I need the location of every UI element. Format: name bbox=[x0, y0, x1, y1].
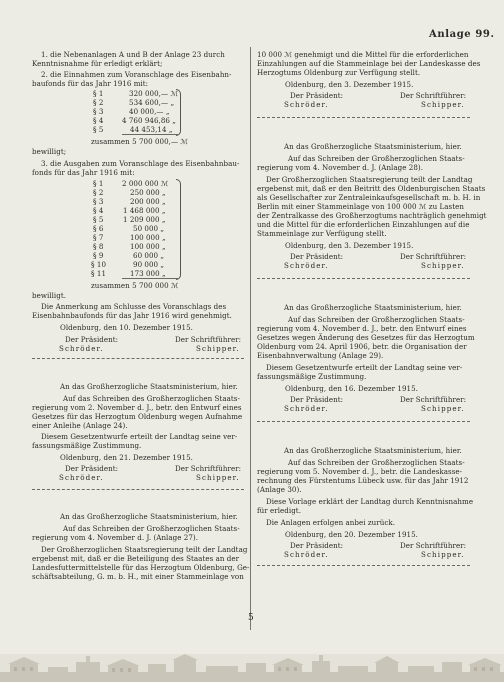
text-line: Schröder. bbox=[284, 404, 329, 413]
text-line: § 1 bbox=[93, 179, 104, 188]
text-line: Oldenburg, den 20. Dezember 1915. bbox=[285, 530, 418, 539]
text-line: § 7 bbox=[93, 233, 104, 242]
text-line: Auf das Schreiben des Großherzoglichen Staats- bbox=[63, 394, 240, 403]
text-line: regierung vom 2. November d. J., betr. den Entwurf eines bbox=[32, 403, 242, 412]
text-line: Oldenburg, den 16. Dezember 1915. bbox=[285, 384, 418, 393]
text-line: 1 468 000 „ bbox=[123, 206, 166, 215]
text-line: § 8 bbox=[93, 242, 104, 251]
text-line: Der Präsident: bbox=[65, 464, 119, 473]
text-line: An das Großherzogliche Staatsministerium, hier. bbox=[284, 142, 462, 151]
text-line: Auf das Schreiben der Großherzoglichen Staats- bbox=[63, 524, 240, 533]
text-line: Diesem Gesetzentwurfe erteilt der Landtag seine ver- bbox=[266, 363, 463, 372]
text-line: 173 000 „ bbox=[130, 269, 166, 278]
text-line: 2. die Einnahmen zum Voranschlage des Eisenbahn- bbox=[41, 70, 232, 79]
text-line: 200 000 „ bbox=[130, 197, 166, 206]
text-line: Oldenburg, den 21. Dezember 1915. bbox=[60, 453, 193, 462]
text-line: Schröder. bbox=[284, 261, 329, 270]
text-line: bewilligt. bbox=[32, 291, 67, 300]
text-line: Der Schriftführer: bbox=[175, 335, 242, 344]
text-line: regierung vom 4. November d. J. (Anlage 27). bbox=[32, 533, 199, 542]
text-line: § 2 bbox=[93, 98, 104, 107]
section-separator bbox=[257, 278, 470, 279]
text-line: Eisenbahnverwaltung (Anlage 29). bbox=[257, 351, 384, 360]
text-line: An das Großherzogliche Staatsministerium, hier. bbox=[284, 446, 462, 455]
text-line: und die Mittel für die erforderlichen Einzahlungen auf die bbox=[257, 220, 470, 229]
text-line: Die Anmerkung am Schlusse des Voranschlags des bbox=[41, 302, 227, 311]
text-line: einer Anleihe (Anlage 24). bbox=[32, 421, 128, 430]
text-line: Auf das Schreiben der Großherzoglichen Staats- bbox=[288, 458, 465, 467]
text-line: Diesem Gesetzentwurfe erteilt der Landtag seine ver- bbox=[41, 432, 238, 441]
text-line: 40 000,— „ bbox=[129, 107, 170, 116]
text-line: Stammeinlage zur Verfügung stellt. bbox=[257, 229, 387, 238]
page-header-title: Anlage 99. bbox=[429, 29, 495, 40]
text-line: Oldenburg, den 10. Dezember 1915. bbox=[60, 323, 193, 332]
text-line: Schröder. bbox=[284, 550, 329, 559]
text-line: als Gesellschafter zur Zentraleinkaufsgesellschaft m. b. H. in bbox=[257, 193, 481, 202]
text-line: Der Schriftführer: bbox=[400, 541, 467, 550]
text-line: Der Präsident: bbox=[290, 541, 344, 550]
text-line: Schipper. bbox=[421, 550, 465, 559]
text-line: baufonds für das Jahr 1916 mit: bbox=[32, 79, 149, 88]
text-line: bewilligt; bbox=[32, 147, 67, 156]
text-line: Der Schriftführer: bbox=[400, 395, 467, 404]
text-line: 44 453,14 „ bbox=[130, 125, 173, 134]
text-line: Gesetzes für das Herzogtum Oldenburg wegen Aufnahme bbox=[32, 412, 243, 421]
text-line: 100 000 „ bbox=[130, 242, 166, 251]
section-separator bbox=[32, 489, 244, 490]
text-line: An das Großherzogliche Staatsministerium, hier. bbox=[60, 512, 238, 521]
text-line: Kenntnisnahme für erledigt erklärt; bbox=[32, 59, 163, 68]
text-line: 320 000,— ℳ bbox=[129, 89, 179, 98]
text-line: Der Schriftführer: bbox=[400, 252, 467, 261]
text-line: Der Schriftführer: bbox=[400, 91, 467, 100]
text-line: 60 000 „ bbox=[133, 251, 165, 260]
text-line: § 3 bbox=[93, 197, 104, 206]
text-line: § 4 bbox=[93, 206, 104, 215]
page-number: 5 bbox=[248, 613, 254, 623]
text-line: fassungsmäßige Zustimmung. bbox=[257, 372, 367, 381]
text-line: Diese Vorlage erklärt der Landtag durch Kenntnisnahme bbox=[266, 497, 474, 506]
section-separator bbox=[32, 358, 244, 359]
text-line: Schipper. bbox=[421, 261, 465, 270]
text-line: § 2 bbox=[93, 188, 104, 197]
text-line: Oldenburg vom 24. April 1906, betr. die Organisation der bbox=[257, 342, 467, 351]
section-separator bbox=[257, 421, 470, 422]
text-line: § 5 bbox=[93, 215, 104, 224]
text-line: Oldenburg, den 3. Dezember 1915. bbox=[285, 80, 414, 89]
text-line: § 6 bbox=[93, 224, 104, 233]
text-line: § 11 bbox=[91, 269, 107, 278]
text-line: Schipper. bbox=[421, 404, 465, 413]
text-line: Der Präsident: bbox=[290, 91, 344, 100]
text-line: Der Präsident: bbox=[290, 252, 344, 261]
sum-brace bbox=[176, 179, 181, 280]
text-line: für erledigt. bbox=[257, 506, 302, 515]
column-divider bbox=[250, 47, 251, 630]
text-line: Einzahlungen auf die Stammeinlage bei der Landeskasse des bbox=[257, 59, 481, 68]
text-line: Auf das Schreiben der Großherzoglichen Staats- bbox=[288, 154, 465, 163]
text-line: regierung vom 4. November d. J. (Anlage 28). bbox=[257, 163, 424, 172]
text-line: Der Präsident: bbox=[65, 335, 119, 344]
text-line: 3. die Ausgaben zum Voranschlage des Eisenbahnbau- bbox=[41, 159, 240, 168]
text-line: schäftsabteilung, G. m. b. H., mit einer Stammeinlage von bbox=[32, 572, 244, 581]
text-line: Schröder. bbox=[284, 100, 329, 109]
sum-brace bbox=[176, 89, 181, 136]
text-line: An das Großherzogliche Staatsministerium, hier. bbox=[60, 382, 238, 391]
section-separator bbox=[257, 565, 470, 566]
text-line: 534 600,— „ bbox=[129, 98, 175, 107]
text-line: Der Präsident: bbox=[290, 395, 344, 404]
text-line: Schipper. bbox=[196, 344, 240, 353]
text-line: Eisenbahnbaufonds für das Jahr 1916 wird genehmigt. bbox=[32, 311, 232, 320]
text-line: Berlin mit einer Stammeinlage von 100 000 ℳ zu Lasten bbox=[257, 202, 465, 211]
text-line: § 4 bbox=[93, 116, 104, 125]
text-line: 2 000 000 ℳ bbox=[122, 179, 169, 188]
text-line: 4 760 946,86 „ bbox=[122, 116, 177, 125]
text-line: regierung vom 5. November d. J., betr. die Landeskasse- bbox=[257, 467, 463, 476]
text-line: Der Großherzoglichen Staatsregierung teilt der Landtag bbox=[266, 175, 473, 184]
text-line: zusammen 5 700 000,— ℳ bbox=[91, 137, 189, 146]
text-line: der Zentralkasse des Großherzogtums nachträglich genehmigt bbox=[257, 211, 487, 220]
text-line: 100 000 „ bbox=[130, 233, 166, 242]
text-line: ergebenst mit, daß er die Beteiligung des Staates an der bbox=[32, 554, 240, 563]
text-line: Der Schriftführer: bbox=[175, 464, 242, 473]
text-line: Herzogtums Oldenburg zur Verfügung stellt. bbox=[257, 68, 421, 77]
text-line: 250 000 „ bbox=[130, 188, 166, 197]
text-line: Schröder. bbox=[59, 344, 104, 353]
text-line: 1. die Nebenanlagen A und B der Anlage 23 durch bbox=[41, 50, 225, 59]
text-line: 10 000 ℳ genehmigt und die Mittel für die erforderlichen bbox=[257, 50, 469, 59]
library-skyline-watermark bbox=[0, 654, 504, 682]
text-line: (Anlage 30). bbox=[257, 485, 302, 494]
text-line: fonds für das Jahr 1916 mit: bbox=[32, 168, 135, 177]
text-line: Schipper. bbox=[196, 473, 240, 482]
section-separator bbox=[257, 117, 470, 118]
text-line: regierung vom 4. November d. J., betr. den Entwurf eines bbox=[257, 324, 467, 333]
sum-rule bbox=[122, 134, 178, 135]
text-line: 1 209 000 „ bbox=[123, 215, 166, 224]
text-line: An das Großherzogliche Staatsministerium, hier. bbox=[284, 303, 462, 312]
text-line: Gesetzes wegen Änderung des Gesetzes für das Herzogtum bbox=[257, 333, 475, 342]
text-line: fassungsmäßige Zustimmung. bbox=[32, 441, 142, 450]
text-line: 50 000 „ bbox=[133, 224, 165, 233]
text-line: Die Anlagen erfolgen anbei zurück. bbox=[266, 518, 396, 527]
text-line: § 3 bbox=[93, 107, 104, 116]
text-line: Landesfuttermittelstelle für das Herzogtum Oldenburg, Ge- bbox=[32, 563, 250, 572]
text-line: rechnung des Fürstentums Lübeck usw. für das Jahr 1912 bbox=[257, 476, 469, 485]
text-line: Auf das Schreiben der Großherzoglichen Staats- bbox=[288, 315, 465, 324]
text-line: ergebenst mit, daß er den Beitritt des Oldenburgischen Staats bbox=[257, 184, 486, 193]
text-line: § 1 bbox=[93, 89, 104, 98]
text-line: Schröder. bbox=[59, 473, 104, 482]
text-line: § 5 bbox=[93, 125, 104, 134]
sum-rule bbox=[122, 278, 178, 279]
text-line: Oldenburg, den 3. Dezember 1915. bbox=[285, 241, 414, 250]
text-line: Der Großherzoglichen Staatsregierung teilt der Landtag bbox=[41, 545, 248, 554]
text-line: 90 000 „ bbox=[133, 260, 165, 269]
text-line: § 9 bbox=[93, 251, 104, 260]
text-line: Schipper. bbox=[421, 100, 465, 109]
text-line: § 10 bbox=[91, 260, 107, 269]
text-line: zusammen 5 700 000 ℳ bbox=[91, 281, 179, 290]
